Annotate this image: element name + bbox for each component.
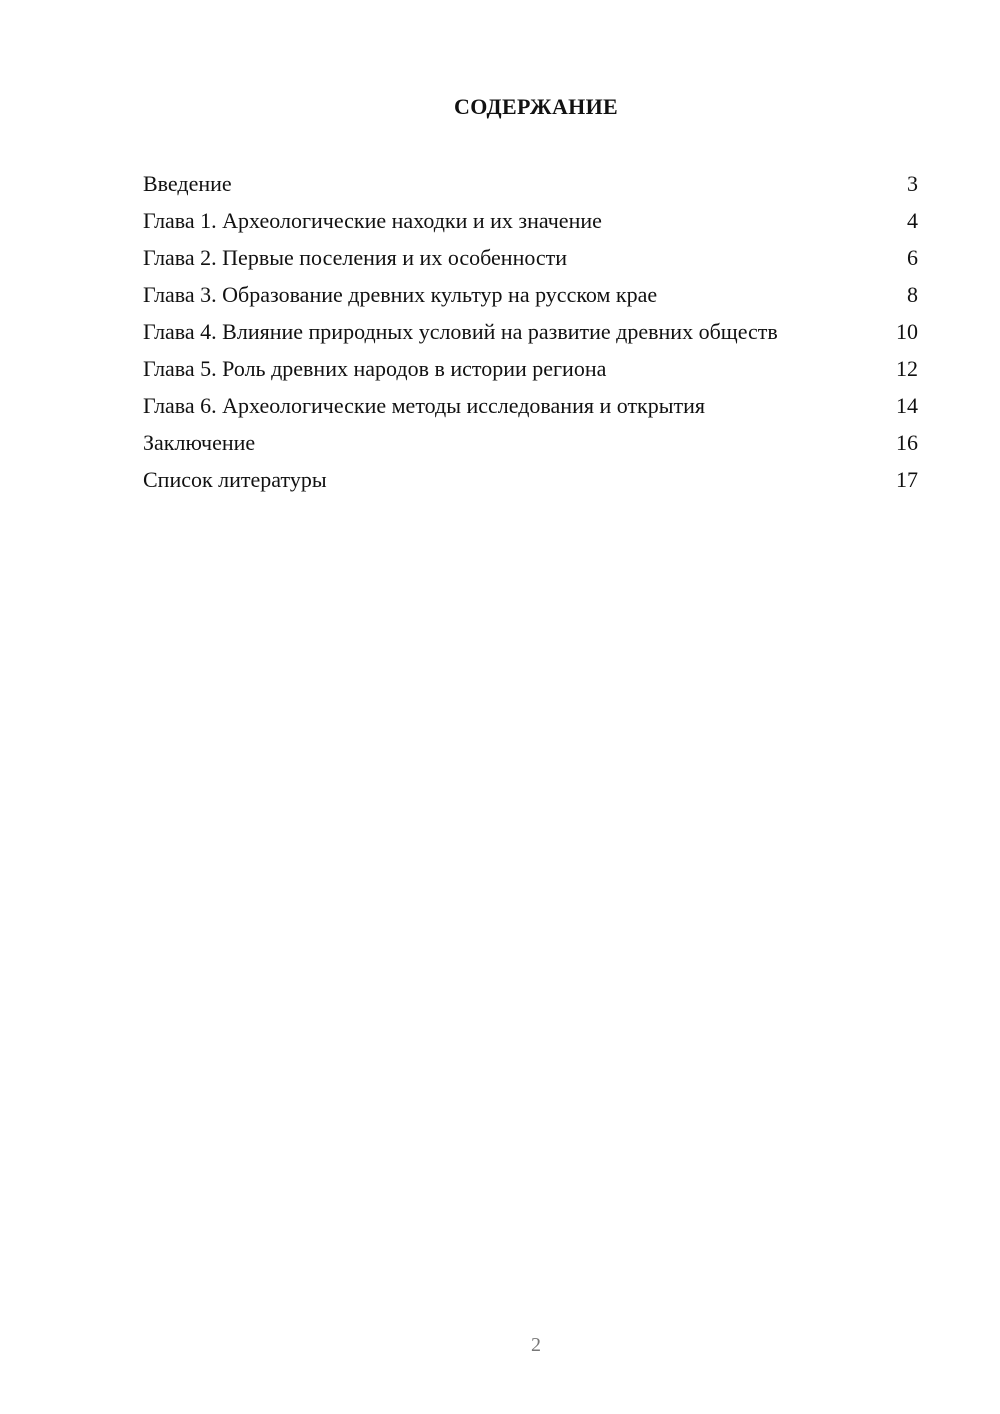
toc-item (143, 429, 918, 456)
toc-item-page: 16 (896, 430, 918, 455)
toc-item-text: Заключение (143, 430, 256, 455)
toc-title: СОДЕРЖАНИЕ (454, 94, 618, 119)
toc-item-text: Глава 2. Первые поселения и их особенности (143, 245, 568, 270)
toc-item-text: Глава 6. Археологические методы исследования и открытия (143, 393, 706, 418)
toc-item (143, 170, 918, 197)
toc-item (143, 207, 918, 234)
toc-item-page: 17 (896, 467, 918, 492)
toc-item-text: Введение (143, 171, 232, 196)
toc-item-text: Глава 5. Роль древних народов в истории региона (143, 356, 607, 381)
toc-item (143, 466, 918, 493)
page-number: 2 (531, 1334, 541, 1356)
toc-item-text: Глава 4. Влияние природных условий на развитие древних обществ (143, 319, 778, 344)
toc-list (143, 170, 918, 503)
toc-item (143, 318, 918, 345)
toc-item (143, 244, 918, 271)
toc-item-page: 6 (907, 245, 918, 270)
toc-item-page: 8 (907, 282, 918, 307)
toc-item-page: 10 (896, 319, 918, 344)
toc-item (143, 281, 918, 308)
toc-item-text: Глава 1. Археологические находки и их значение (143, 208, 602, 233)
toc-item-text: Глава 3. Образование древних культур на русском крае (143, 282, 658, 307)
toc-item (143, 392, 918, 419)
toc-item-page: 14 (896, 393, 918, 418)
toc-item-page: 12 (896, 356, 918, 381)
toc-item-page: 4 (907, 208, 918, 233)
toc-item (143, 355, 918, 382)
toc-item-text: Список литературы (143, 467, 327, 492)
toc-item-page: 3 (907, 171, 918, 196)
